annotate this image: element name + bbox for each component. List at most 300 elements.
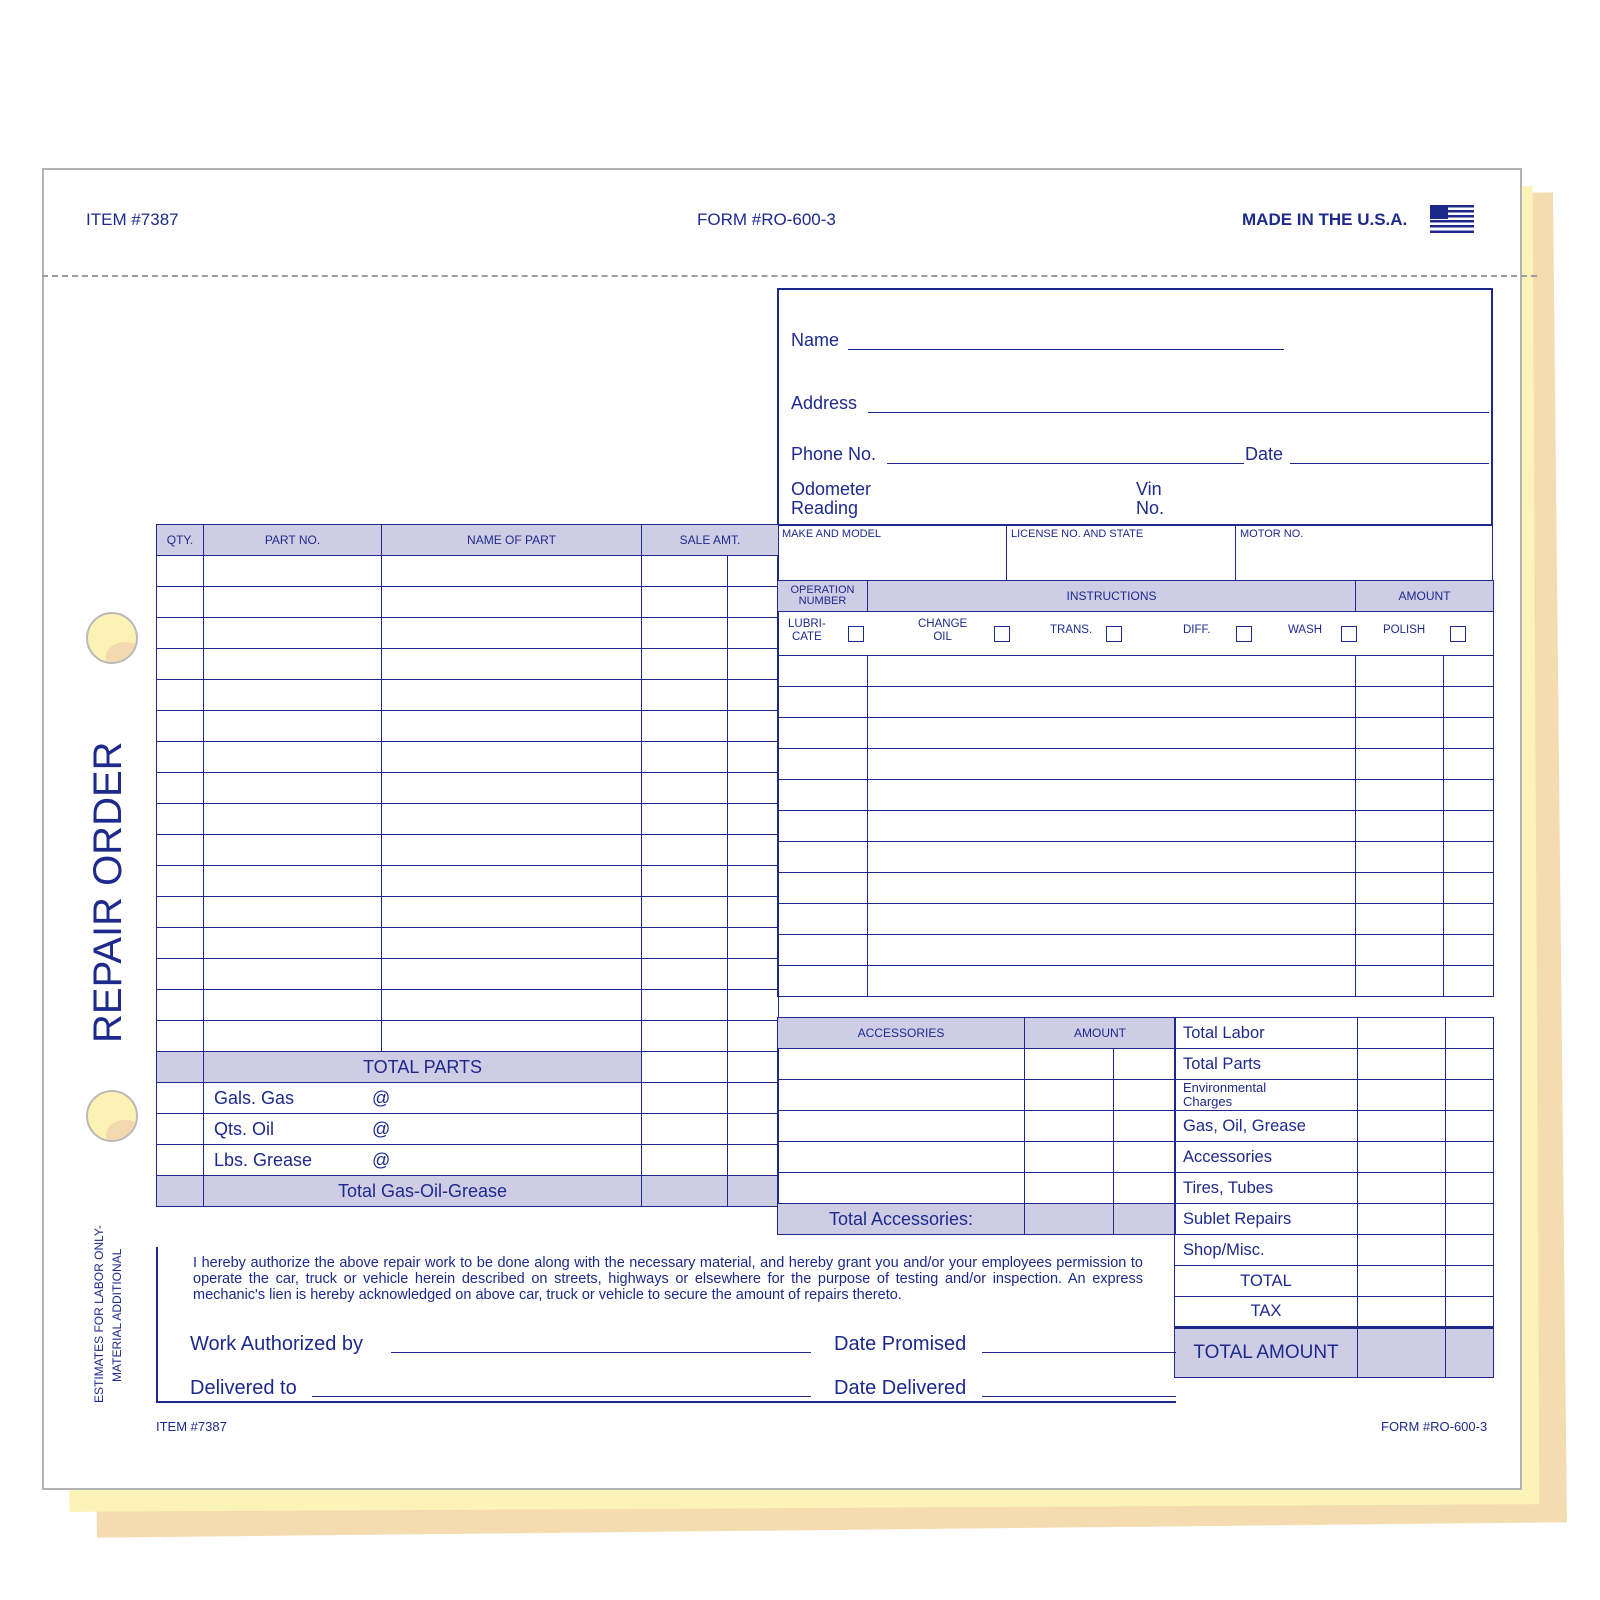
service-checkbox[interactable]: [1106, 626, 1122, 642]
sale-cents-cell[interactable]: [728, 866, 779, 897]
amount-cell[interactable]: [1356, 842, 1444, 873]
part-name-cell[interactable]: [382, 711, 642, 742]
qty-cell[interactable]: [157, 1021, 204, 1052]
part-name-cell[interactable]: [382, 556, 642, 587]
sale-amt-cell[interactable]: [642, 990, 728, 1021]
operation-number-cell[interactable]: [778, 966, 868, 997]
total-parts-summary-label: Total Parts: [1183, 1054, 1261, 1073]
service-checkbox[interactable]: [848, 626, 864, 642]
qty-cell[interactable]: [157, 990, 204, 1021]
accessory-cents-cell[interactable]: [1114, 1049, 1176, 1080]
motor-cell[interactable]: MOTOR NO.: [1236, 525, 1493, 582]
part-no-cell[interactable]: [204, 959, 382, 990]
total-labor-amount[interactable]: [1358, 1018, 1446, 1049]
gals-gas-cents[interactable]: [728, 1083, 779, 1114]
sale-amt-cell[interactable]: [642, 556, 728, 587]
instructions-cell[interactable]: [868, 935, 1356, 966]
accessory-cell[interactable]: [778, 1080, 1025, 1111]
operation-number-cell[interactable]: [778, 780, 868, 811]
service-check-label-line1: CHANGE: [918, 618, 968, 630]
amount-cell[interactable]: [1356, 687, 1444, 718]
sale-cents-cell[interactable]: [728, 804, 779, 835]
service-check-label: [788, 618, 826, 644]
tires-tubes-label-cell: [1175, 1173, 1358, 1204]
tires-tubes-cents[interactable]: [1446, 1173, 1494, 1204]
part-name-cell[interactable]: [382, 959, 642, 990]
environmental-charges-row: [1175, 1080, 1494, 1111]
accessory-amount-cell[interactable]: [1025, 1080, 1114, 1111]
tires-tubes-amount[interactable]: [1358, 1173, 1446, 1204]
total-summary-cents[interactable]: [1446, 1266, 1494, 1297]
accessories-table: [777, 1017, 1176, 1235]
accessories-summary-label: Accessories: [1183, 1147, 1272, 1166]
amount-cell[interactable]: [1356, 749, 1444, 780]
qty-cell[interactable]: [157, 866, 204, 897]
qty-cell[interactable]: [157, 649, 204, 680]
sublet-repairs-label: Sublet Repairs: [1183, 1209, 1292, 1228]
gas-oil-grease-summary-label: Gas, Oil, Grease: [1183, 1116, 1306, 1135]
sale-cents-cell[interactable]: [728, 556, 779, 587]
qts-oil-amount[interactable]: [642, 1114, 728, 1145]
amount-cell[interactable]: [1356, 811, 1444, 842]
phone-field[interactable]: [887, 463, 1244, 464]
total-gog-cents[interactable]: [728, 1176, 779, 1207]
operation-number-cell[interactable]: [778, 687, 868, 718]
instructions-cell[interactable]: [868, 718, 1356, 749]
tax-label-cell: [1175, 1297, 1358, 1328]
part-name-cell[interactable]: [382, 649, 642, 680]
total-gog-label: Total Gas-Oil-Grease: [204, 1176, 642, 1207]
part-name-cell[interactable]: [382, 773, 642, 804]
lbs-grease-amount[interactable]: [642, 1145, 728, 1176]
operation-number-cell[interactable]: [778, 935, 868, 966]
amount-cell[interactable]: [1356, 780, 1444, 811]
table-row: [778, 811, 1494, 842]
qts-oil-cents[interactable]: [728, 1114, 779, 1145]
lbs-grease-at-symbol: @: [372, 1150, 391, 1170]
amount-cents-cell[interactable]: [1444, 780, 1494, 811]
table-row: [157, 711, 779, 742]
table-row: [157, 804, 779, 835]
sale-cents-cell[interactable]: [728, 711, 779, 742]
gas-oil-grease-summary-amount[interactable]: [1358, 1111, 1446, 1142]
operation-number-header: OPERATION NUMBER: [778, 581, 868, 612]
sale-cents-cell[interactable]: [728, 742, 779, 773]
sale-amt-cell[interactable]: [642, 680, 728, 711]
sale-amt-cell[interactable]: [642, 804, 728, 835]
name-field[interactable]: [848, 349, 1284, 350]
lbs-grease-qty-cell[interactable]: [157, 1145, 204, 1176]
accessory-cell[interactable]: [778, 1111, 1025, 1142]
accessories-summary-amount[interactable]: [1358, 1142, 1446, 1173]
make-model-cell[interactable]: MAKE AND MODEL: [778, 525, 1007, 582]
shop-misc-label: Shop/Misc.: [1183, 1240, 1265, 1259]
part-no-cell[interactable]: [204, 587, 382, 618]
total-gog-amount[interactable]: [642, 1176, 728, 1207]
service-check-label-line1: TRANS.: [1050, 624, 1093, 636]
accessory-amount-cell[interactable]: [1025, 1173, 1114, 1204]
gals-gas-qty-cell[interactable]: [157, 1083, 204, 1114]
sale-amt-cell[interactable]: [642, 773, 728, 804]
amount-cell[interactable]: [1356, 904, 1444, 935]
operation-number-cell[interactable]: [778, 873, 868, 904]
qty-cell[interactable]: [157, 618, 204, 649]
part-no-cell[interactable]: [204, 804, 382, 835]
sale-cents-cell[interactable]: [728, 990, 779, 1021]
environmental-charges-cents[interactable]: [1446, 1080, 1494, 1111]
instructions-cell[interactable]: [868, 873, 1356, 904]
customer-info-box: [777, 288, 1493, 526]
part-no-cell[interactable]: [204, 990, 382, 1021]
part-no-cell[interactable]: [204, 680, 382, 711]
sale-cents-cell[interactable]: [728, 959, 779, 990]
sale-cents-cell[interactable]: [728, 680, 779, 711]
instructions-cell[interactable]: [868, 749, 1356, 780]
sale-amt-header: SALE AMT.: [642, 525, 779, 556]
service-check-label: [1183, 624, 1210, 637]
part-no-cell[interactable]: [204, 618, 382, 649]
part-name-cell[interactable]: [382, 866, 642, 897]
qts-oil-at-symbol: @: [372, 1119, 391, 1139]
service-check-label-line2: CATE: [791, 631, 822, 643]
qty-cell[interactable]: [157, 959, 204, 990]
tax-row: [1175, 1297, 1494, 1328]
total-parts-amount[interactable]: [642, 1052, 728, 1083]
table-row: [778, 749, 1494, 780]
part-no-cell[interactable]: [204, 773, 382, 804]
operation-number-cell[interactable]: [778, 904, 868, 935]
instructions-cell[interactable]: [868, 904, 1356, 935]
sale-amt-cell[interactable]: [642, 618, 728, 649]
table-row: [778, 873, 1494, 904]
qty-cell[interactable]: [157, 742, 204, 773]
gas-oil-grease-summary-cents[interactable]: [1446, 1111, 1494, 1142]
accessories-summary-cents[interactable]: [1446, 1142, 1494, 1173]
environmental-charges-amount[interactable]: [1358, 1080, 1446, 1111]
accessory-cents-cell[interactable]: [1114, 1111, 1176, 1142]
date-promised-field[interactable]: [982, 1352, 1176, 1353]
sublet-repairs-amount[interactable]: [1358, 1204, 1446, 1235]
parts-table: [156, 524, 779, 1207]
sublet-repairs-row: [1175, 1204, 1494, 1235]
us-flag-icon: [1430, 205, 1474, 233]
sale-cents-cell[interactable]: [728, 835, 779, 866]
shop-misc-row: [1175, 1235, 1494, 1266]
total-accessories-row: [778, 1204, 1176, 1235]
service-check-label-line1: WASH: [1288, 624, 1323, 636]
amount-cell[interactable]: [1356, 935, 1444, 966]
total-accessories-cents[interactable]: [1114, 1204, 1176, 1235]
amount-cell[interactable]: [1356, 873, 1444, 904]
table-row: [778, 904, 1494, 935]
sale-amt-cell[interactable]: [642, 897, 728, 928]
vehicle-table: [777, 524, 1493, 582]
part-no-header: PART NO.: [204, 525, 382, 556]
table-row: [778, 718, 1494, 749]
sale-amt-cell[interactable]: [642, 866, 728, 897]
operations-table: [777, 580, 1494, 997]
part-name-cell[interactable]: [382, 742, 642, 773]
tax-label: TAX: [1250, 1302, 1282, 1320]
service-checks-row: [778, 612, 1494, 656]
total-amount-value[interactable]: [1358, 1328, 1446, 1378]
tax-amount[interactable]: [1358, 1297, 1446, 1328]
environmental-label-line2: Charges: [1183, 1094, 1233, 1109]
amount-cents-cell[interactable]: [1444, 873, 1494, 904]
accessories-amount-header: AMOUNT: [1025, 1018, 1176, 1049]
part-name-cell[interactable]: [382, 1021, 642, 1052]
table-row: [778, 966, 1494, 997]
lbs-grease-row: [157, 1145, 779, 1176]
table-row: [778, 1049, 1176, 1080]
binder-hole-top: [86, 612, 138, 664]
table-row: [778, 687, 1494, 718]
qty-cell[interactable]: [157, 804, 204, 835]
table-row: [778, 1142, 1176, 1173]
shop-misc-cents[interactable]: [1446, 1235, 1494, 1266]
part-no-cell[interactable]: [204, 928, 382, 959]
date-promised-label: Date Promised: [834, 1333, 967, 1355]
total-parts-summary-amount[interactable]: [1358, 1049, 1446, 1080]
vin-label: Vin No.: [1136, 479, 1165, 518]
sale-cents-cell[interactable]: [728, 773, 779, 804]
accessory-cents-cell[interactable]: [1114, 1080, 1176, 1111]
table-row: [157, 928, 779, 959]
accessory-amount-cell[interactable]: [1025, 1111, 1114, 1142]
total-labor-cents[interactable]: [1446, 1018, 1494, 1049]
amount-cents-cell[interactable]: [1444, 966, 1494, 997]
operation-number-cell[interactable]: [778, 656, 868, 687]
total-summary-amount[interactable]: [1358, 1266, 1446, 1297]
table-row: [157, 649, 779, 680]
perforation-line: [42, 275, 1537, 277]
authorization-text: I hereby authorize the above repair work to be done along with the necessary material, and hereby grant you and/or your employees permission to operate the car, truck or vehicle herein described on streets, highways or elsewhere for the purpose of testing and/or inspection. An express mechanic's lien is hereby acknowledged on above car, truck or vehicle to secure the amount of repairs thereto.: [193, 1255, 1143, 1303]
sale-amt-cell[interactable]: [642, 959, 728, 990]
sale-amt-cell[interactable]: [642, 649, 728, 680]
date-label: Date: [1245, 444, 1284, 464]
total-parts-row: [157, 1052, 779, 1083]
table-row: [778, 1080, 1176, 1111]
part-no-cell[interactable]: [204, 556, 382, 587]
sale-cents-cell[interactable]: [728, 1021, 779, 1052]
accessories-header: ACCESSORIES: [778, 1018, 1025, 1049]
gals-gas-at-symbol: @: [372, 1088, 391, 1108]
address-label: Address: [791, 393, 858, 413]
operation-number-cell[interactable]: [778, 842, 868, 873]
total-parts-cents[interactable]: [728, 1052, 779, 1083]
amount-cents-cell[interactable]: [1444, 687, 1494, 718]
sale-amt-cell[interactable]: [642, 711, 728, 742]
sale-cents-cell[interactable]: [728, 587, 779, 618]
estimate-note-line2: MATERIAL ADDITIONAL: [110, 1248, 124, 1382]
environmental-charges-label-cell: [1175, 1080, 1358, 1111]
service-checkbox[interactable]: [1236, 626, 1252, 642]
accessory-cell[interactable]: [778, 1173, 1025, 1204]
table-row: [157, 587, 779, 618]
date-delivered-label: Date Delivered: [834, 1377, 967, 1399]
part-name-cell[interactable]: [382, 928, 642, 959]
part-name-cell[interactable]: [382, 618, 642, 649]
total-parts-label: TOTAL PARTS: [204, 1052, 642, 1083]
part-no-cell[interactable]: [204, 866, 382, 897]
total-accessories-label: Total Accessories:: [778, 1204, 1025, 1235]
part-name-cell[interactable]: [382, 587, 642, 618]
work-authorized-label: Work Authorized by: [190, 1333, 364, 1355]
instructions-cell[interactable]: [868, 966, 1356, 997]
accessory-amount-cell[interactable]: [1025, 1049, 1114, 1080]
delivered-to-field[interactable]: [312, 1396, 811, 1397]
sale-amt-cell[interactable]: [642, 835, 728, 866]
amount-cents-cell[interactable]: [1444, 656, 1494, 687]
operation-number-cell[interactable]: [778, 811, 868, 842]
table-row: [778, 780, 1494, 811]
service-check-label-line1: DIFF.: [1183, 624, 1211, 636]
footer-form-number: FORM #RO-600-3: [1381, 1419, 1488, 1434]
total-amount-label: TOTAL AMOUNT: [1175, 1328, 1358, 1378]
sale-cents-cell[interactable]: [728, 928, 779, 959]
qts-oil-label-cell: [204, 1114, 642, 1145]
instructions-cell[interactable]: [868, 656, 1356, 687]
qts-oil-row: [157, 1114, 779, 1145]
table-row: [157, 680, 779, 711]
service-checkbox[interactable]: [994, 626, 1010, 642]
name-label: Name: [791, 330, 840, 350]
lbs-grease-label: Lbs. Grease: [214, 1150, 313, 1170]
amount-cell[interactable]: [1356, 718, 1444, 749]
accessory-cents-cell[interactable]: [1114, 1173, 1176, 1204]
operation-number-cell[interactable]: [778, 718, 868, 749]
instructions-cell[interactable]: [868, 811, 1356, 842]
name-of-part-header: NAME OF PART: [382, 525, 642, 556]
delivered-to-label: Delivered to: [190, 1377, 297, 1399]
accessories-summary-row: [1175, 1142, 1494, 1173]
service-checkbox[interactable]: [1450, 626, 1466, 642]
date-field[interactable]: [1290, 463, 1489, 464]
accessory-cell[interactable]: [778, 1049, 1025, 1080]
sale-amt-cell[interactable]: [642, 587, 728, 618]
sale-amt-cell[interactable]: [642, 928, 728, 959]
part-no-cell[interactable]: [204, 649, 382, 680]
qty-cell[interactable]: [157, 897, 204, 928]
amount-cents-cell[interactable]: [1444, 718, 1494, 749]
total-summary-row: [1175, 1266, 1494, 1297]
table-row: [157, 866, 779, 897]
footer-item-number: ITEM #7387: [156, 1419, 227, 1434]
sublet-repairs-label-cell: [1175, 1204, 1358, 1235]
accessory-cents-cell[interactable]: [1114, 1142, 1176, 1173]
operation-number-cell[interactable]: [778, 749, 868, 780]
qty-cell[interactable]: [157, 928, 204, 959]
amount-cell[interactable]: [1356, 656, 1444, 687]
phone-label: Phone No.: [791, 444, 877, 464]
part-name-cell[interactable]: [382, 835, 642, 866]
total-parts-summary-cents[interactable]: [1446, 1049, 1494, 1080]
accessory-cell[interactable]: [778, 1142, 1025, 1173]
tires-tubes-row: [1175, 1173, 1494, 1204]
instructions-cell[interactable]: [868, 687, 1356, 718]
tires-tubes-label: Tires, Tubes: [1183, 1178, 1274, 1197]
sale-cents-cell[interactable]: [728, 618, 779, 649]
qty-cell[interactable]: [157, 680, 204, 711]
total-accessories-amount[interactable]: [1025, 1204, 1114, 1235]
service-checkbox[interactable]: [1341, 626, 1357, 642]
part-no-cell[interactable]: [204, 711, 382, 742]
estimate-note-line1: ESTIMATES FOR LABOR ONLY-: [92, 1225, 106, 1403]
gals-gas-row: [157, 1083, 779, 1114]
tax-cents[interactable]: [1446, 1297, 1494, 1328]
table-row: [157, 897, 779, 928]
gals-gas-amount[interactable]: [642, 1083, 728, 1114]
binder-hole-bottom: [86, 1090, 138, 1142]
amount-cents-cell[interactable]: [1444, 842, 1494, 873]
gas-oil-grease-summary-label-cell: [1175, 1111, 1358, 1142]
accessory-amount-cell[interactable]: [1025, 1142, 1114, 1173]
sale-amt-cell[interactable]: [642, 742, 728, 773]
total-gog-spacer: [157, 1176, 204, 1207]
part-no-cell[interactable]: [204, 835, 382, 866]
instructions-cell[interactable]: [868, 842, 1356, 873]
amount-cents-cell[interactable]: [1444, 935, 1494, 966]
license-cell[interactable]: LICENSE NO. AND STATE: [1007, 525, 1236, 582]
qty-cell[interactable]: [157, 773, 204, 804]
sale-cents-cell[interactable]: [728, 649, 779, 680]
odometer-label: Odometer Reading: [791, 479, 872, 518]
service-check-label-line1: POLISH: [1383, 624, 1426, 636]
part-name-cell[interactable]: [382, 897, 642, 928]
environmental-label-line1: Environmental: [1183, 1080, 1267, 1095]
part-no-cell[interactable]: [204, 742, 382, 773]
total-parts-spacer: [157, 1052, 204, 1083]
part-name-cell[interactable]: [382, 680, 642, 711]
table-row: [157, 742, 779, 773]
accessories-summary-label-cell: [1175, 1142, 1358, 1173]
part-name-cell[interactable]: [382, 990, 642, 1021]
qty-cell[interactable]: [157, 587, 204, 618]
part-name-cell[interactable]: [382, 804, 642, 835]
qty-cell[interactable]: [157, 711, 204, 742]
amount-cents-cell[interactable]: [1444, 811, 1494, 842]
qts-oil-qty-cell[interactable]: [157, 1114, 204, 1145]
service-check-label-line2: OIL: [933, 631, 952, 643]
total-labor-row: [1175, 1018, 1494, 1049]
table-row: [778, 842, 1494, 873]
total-amount-cents[interactable]: [1446, 1328, 1494, 1378]
table-row: [778, 935, 1494, 966]
total-summary-label-cell: [1175, 1266, 1358, 1297]
gas-oil-grease-summary-row: [1175, 1111, 1494, 1142]
summary-table: [1174, 1017, 1494, 1378]
sublet-repairs-cents[interactable]: [1446, 1204, 1494, 1235]
address-field[interactable]: [868, 412, 1489, 413]
sale-amt-cell[interactable]: [642, 1021, 728, 1052]
work-authorized-field[interactable]: [391, 1352, 811, 1353]
qty-cell[interactable]: [157, 556, 204, 587]
date-delivered-field[interactable]: [982, 1396, 1176, 1397]
sale-cents-cell[interactable]: [728, 897, 779, 928]
amount-cents-cell[interactable]: [1444, 904, 1494, 935]
amount-cell[interactable]: [1356, 966, 1444, 997]
made-in-usa: MADE IN THE U.S.A.: [1242, 210, 1408, 229]
amount-cents-cell[interactable]: [1444, 749, 1494, 780]
lbs-grease-cents[interactable]: [728, 1145, 779, 1176]
total-parts-summary-label-cell: [1175, 1049, 1358, 1080]
qty-cell[interactable]: [157, 835, 204, 866]
shop-misc-amount[interactable]: [1358, 1235, 1446, 1266]
part-no-cell[interactable]: [204, 1021, 382, 1052]
table-row: [778, 1173, 1176, 1204]
instructions-cell[interactable]: [868, 780, 1356, 811]
part-no-cell[interactable]: [204, 897, 382, 928]
